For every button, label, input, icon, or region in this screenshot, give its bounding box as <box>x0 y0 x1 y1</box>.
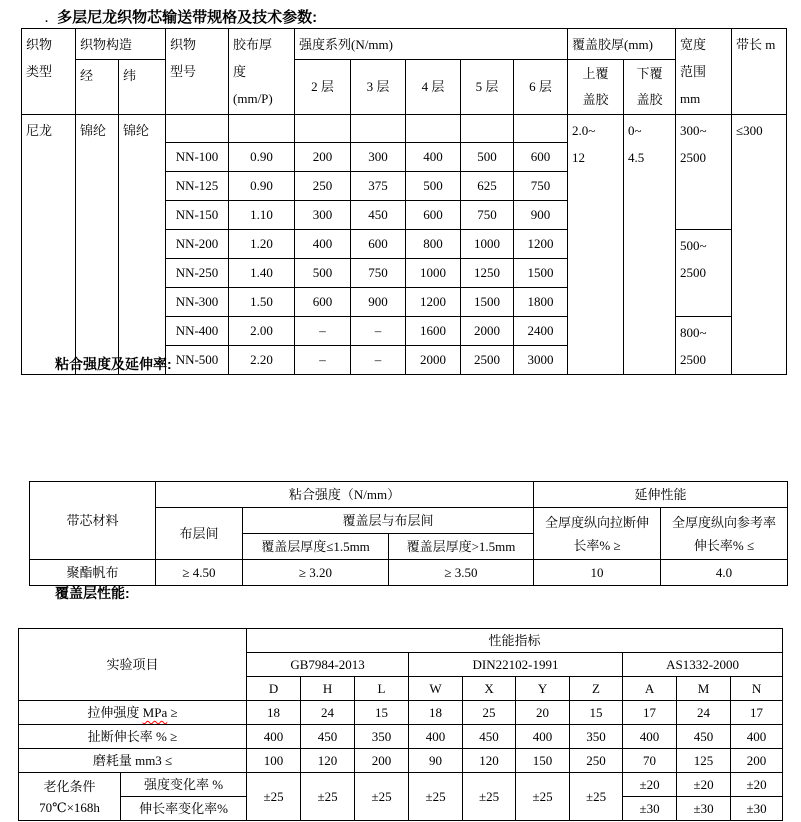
table-cell: 500 <box>461 143 514 172</box>
table-cell: ±25 <box>570 773 623 821</box>
table-cell: 600 <box>295 288 351 317</box>
table-cell: 20 <box>516 701 570 725</box>
header-warp: 经 <box>76 60 119 115</box>
header-fabric-type: 织物 类型 <box>22 29 76 115</box>
table-cell: ±20 <box>731 773 783 797</box>
table-cell: 2000 <box>406 346 461 375</box>
header-elongation-performance: 延伸性能 <box>534 482 788 508</box>
table-cell: ≥ 3.50 <box>389 560 534 586</box>
header-breaking-elongation: 全厚度纵向拉断伸 长率% ≥ <box>534 508 661 560</box>
table-cell: ±25 <box>409 773 463 821</box>
header-cover-le-1point5: 覆盖层厚度≤1.5mm <box>243 534 389 560</box>
table-cell: 750 <box>351 259 406 288</box>
cell-top-cover-range: 2.0~ 12 <box>568 115 624 375</box>
cell-fabric-nylon: 尼龙 <box>22 115 76 375</box>
header-cover-rubber-thickness: 覆盖胶厚(mm) <box>568 29 676 60</box>
row-label-elongation-change: 伸长率变化率% <box>121 797 247 821</box>
section-title-specs-text: 多层尼龙织物芯输送带规格及技术参数: <box>57 9 318 26</box>
cell-width-range-2: 500~ 2500 <box>676 230 732 317</box>
table-cell: 600 <box>406 201 461 230</box>
table-cell: 4.0 <box>661 560 788 586</box>
model-cell: NN-250 <box>166 259 229 288</box>
table-cell: 18 <box>409 701 463 725</box>
table-cell: ±30 <box>623 797 677 821</box>
table-cell: 1.40 <box>229 259 295 288</box>
cell-warp-polyamide: 锦纶 <box>76 115 119 375</box>
model-cell: NN-200 <box>166 230 229 259</box>
table-cell: 24 <box>301 701 355 725</box>
header-reference-elongation: 全厚度纵向参考率 伸长率% ≤ <box>661 508 788 560</box>
table-cell: 17 <box>623 701 677 725</box>
row-label-aging-condition: 老化条件 70℃×168h <box>19 773 121 821</box>
table-cell: 500 <box>295 259 351 288</box>
row-label-polyester-canvas: 聚酯帆布 <box>30 560 156 586</box>
header-grade-a: A <box>623 677 677 701</box>
table-cell: 750 <box>514 172 568 201</box>
header-standard-as: AS1332-2000 <box>623 653 783 677</box>
row-label-elongation-at-break: 扯断伸长率 % ≥ <box>19 725 247 749</box>
table-cell: 450 <box>677 725 731 749</box>
table-cell: 900 <box>514 201 568 230</box>
table-cell: 120 <box>301 749 355 773</box>
model-cell: NN-500 <box>166 346 229 375</box>
table-cell: 1.10 <box>229 201 295 230</box>
row-label-abrasion: 磨耗量 mm3 ≤ <box>19 749 247 773</box>
header-fabric-model: 织物 型号 <box>166 29 229 115</box>
table-cell: 1800 <box>514 288 568 317</box>
table-cell: 250 <box>570 749 623 773</box>
table-cell: 1200 <box>406 288 461 317</box>
header-6-ply: 6 层 <box>514 60 568 115</box>
table-cell: 120 <box>463 749 516 773</box>
section-title-cover: 覆盖层性能: <box>55 585 130 601</box>
header-grade-w: W <box>409 677 463 701</box>
cell-width-range-1: 300~ 2500 <box>676 115 732 230</box>
header-test-item: 实验项目 <box>19 629 247 701</box>
table-cell: 15 <box>355 701 409 725</box>
table-cell: 25 <box>463 701 516 725</box>
table-cell: 150 <box>516 749 570 773</box>
table-cell: 24 <box>677 701 731 725</box>
table-cell: 200 <box>731 749 783 773</box>
table-cell: ±30 <box>731 797 783 821</box>
table-cell: 125 <box>677 749 731 773</box>
table-cell: ±25 <box>355 773 409 821</box>
header-ply-thickness: 胶布厚 度 (mm/P) <box>229 29 295 115</box>
table-cell: 400 <box>409 725 463 749</box>
table-cell: 1600 <box>406 317 461 346</box>
table-cell: 2500 <box>461 346 514 375</box>
table-cell: 200 <box>295 143 351 172</box>
table-cell: – <box>351 317 406 346</box>
table-cell: 350 <box>570 725 623 749</box>
table-cell: 2000 <box>461 317 514 346</box>
table-cell: 2.00 <box>229 317 295 346</box>
table-cell: 1250 <box>461 259 514 288</box>
header-weft: 纬 <box>119 60 166 115</box>
header-cover-gt-1point5: 覆盖层厚度>1.5mm <box>389 534 534 560</box>
header-performance-index: 性能指标 <box>247 629 783 653</box>
header-grade-y: Y <box>516 677 570 701</box>
header-fabric-structure: 织物构造 <box>76 29 166 60</box>
header-grade-l: L <box>355 677 409 701</box>
header-grade-z: Z <box>570 677 623 701</box>
table-cell: ±30 <box>677 797 731 821</box>
table-cell: 800 <box>406 230 461 259</box>
header-2-ply: 2 层 <box>295 60 351 115</box>
table-cell: 300 <box>351 143 406 172</box>
header-top-cover: 上覆 盖胶 <box>568 60 624 115</box>
table-cell: 1.20 <box>229 230 295 259</box>
table-cell: ±25 <box>463 773 516 821</box>
table-cell: ±25 <box>516 773 570 821</box>
cell-weft-polyamide: 锦纶 <box>119 115 166 375</box>
empty-cell <box>461 115 514 143</box>
table-cell: 200 <box>355 749 409 773</box>
table-cell: 1000 <box>461 230 514 259</box>
cell-belt-length: ≤300 <box>732 115 787 375</box>
table-cell: ≥ 4.50 <box>156 560 243 586</box>
header-grade-n: N <box>731 677 783 701</box>
table-cell: 450 <box>463 725 516 749</box>
table-cell: 2400 <box>514 317 568 346</box>
header-grade-x: X <box>463 677 516 701</box>
table-cell: 18 <box>247 701 301 725</box>
cover-performance-table <box>18 628 783 821</box>
table-cell: 1200 <box>514 230 568 259</box>
model-cell: NN-400 <box>166 317 229 346</box>
spec-table <box>21 28 787 375</box>
table-cell: ±25 <box>247 773 301 821</box>
header-standard-din: DIN22102-1991 <box>409 653 623 677</box>
table-cell: ≥ 3.20 <box>243 560 389 586</box>
model-cell: NN-100 <box>166 143 229 172</box>
table-cell: 450 <box>351 201 406 230</box>
cell-width-range-3: 800~ 2500 <box>676 317 732 375</box>
section-title-adhesion: 粘合强度及延伸率: <box>55 356 172 372</box>
table-cell: 1500 <box>461 288 514 317</box>
header-adhesion-strength: 粘合强度（N/mm） <box>156 482 534 508</box>
table-cell: 1500 <box>514 259 568 288</box>
table-cell: 500 <box>406 172 461 201</box>
header-5-ply: 5 层 <box>461 60 514 115</box>
spec-table-grid <box>21 28 787 375</box>
table-cell: ±20 <box>677 773 731 797</box>
table-cell: 10 <box>534 560 661 586</box>
row-label-tensile-strength: 拉伸强度 MPa ≥ <box>19 701 247 725</box>
section-title-specs <box>45 6 317 27</box>
header-between-plies: 布层间 <box>156 508 243 560</box>
header-bottom-cover: 下覆 盖胶 <box>624 60 676 115</box>
table-cell: 100 <box>247 749 301 773</box>
empty-cell <box>166 115 229 143</box>
table-cell: 0.90 <box>229 143 295 172</box>
table-cell: 0.90 <box>229 172 295 201</box>
table-cell: 900 <box>351 288 406 317</box>
header-belt-length: 带长 m <box>732 29 787 115</box>
table-cell: 300 <box>295 201 351 230</box>
table-cell: 600 <box>514 143 568 172</box>
table-cell: 450 <box>301 725 355 749</box>
table-cell: 2.20 <box>229 346 295 375</box>
model-cell: NN-125 <box>166 172 229 201</box>
title-bullet: . <box>45 13 49 25</box>
table-cell: 400 <box>247 725 301 749</box>
empty-cell <box>351 115 406 143</box>
table-cell: 70 <box>623 749 677 773</box>
table-cell: 375 <box>351 172 406 201</box>
table-cell: ±25 <box>301 773 355 821</box>
empty-cell <box>406 115 461 143</box>
table-cell: – <box>295 346 351 375</box>
header-strength-series: 强度系列(N/mm) <box>295 29 568 60</box>
row-label-strength-change: 强度变化率 % <box>121 773 247 797</box>
header-3-ply: 3 层 <box>351 60 406 115</box>
table-cell: ±20 <box>623 773 677 797</box>
cell-bottom-cover-range: 0~ 4.5 <box>624 115 676 375</box>
header-width-range: 宽度 范围 mm <box>676 29 732 115</box>
cover-performance-table-grid <box>18 628 783 821</box>
header-core-material: 带芯材料 <box>30 482 156 560</box>
table-cell: 400 <box>406 143 461 172</box>
table-cell: 1000 <box>406 259 461 288</box>
table-cell: 625 <box>461 172 514 201</box>
header-standard-gb: GB7984-2013 <box>247 653 409 677</box>
table-cell: 400 <box>731 725 783 749</box>
table-cell: 750 <box>461 201 514 230</box>
adhesion-table <box>29 481 788 586</box>
header-4-ply: 4 层 <box>406 60 461 115</box>
empty-cell <box>295 115 351 143</box>
table-cell: – <box>295 317 351 346</box>
table-cell: 400 <box>623 725 677 749</box>
model-cell: NN-150 <box>166 201 229 230</box>
table-cell: 400 <box>516 725 570 749</box>
header-cover-to-ply: 覆盖层与布层间 <box>243 508 534 534</box>
table-cell: 90 <box>409 749 463 773</box>
table-cell: 15 <box>570 701 623 725</box>
header-grade-m: M <box>677 677 731 701</box>
table-cell: 350 <box>355 725 409 749</box>
table-cell: – <box>351 346 406 375</box>
table-cell: 250 <box>295 172 351 201</box>
table-cell: 3000 <box>514 346 568 375</box>
table-cell: 600 <box>351 230 406 259</box>
adhesion-table-grid <box>29 481 788 586</box>
table-cell: 17 <box>731 701 783 725</box>
header-grade-d: D <box>247 677 301 701</box>
header-grade-h: H <box>301 677 355 701</box>
empty-cell <box>514 115 568 143</box>
table-cell: 1.50 <box>229 288 295 317</box>
model-cell: NN-300 <box>166 288 229 317</box>
empty-cell <box>229 115 295 143</box>
table-cell: 400 <box>295 230 351 259</box>
